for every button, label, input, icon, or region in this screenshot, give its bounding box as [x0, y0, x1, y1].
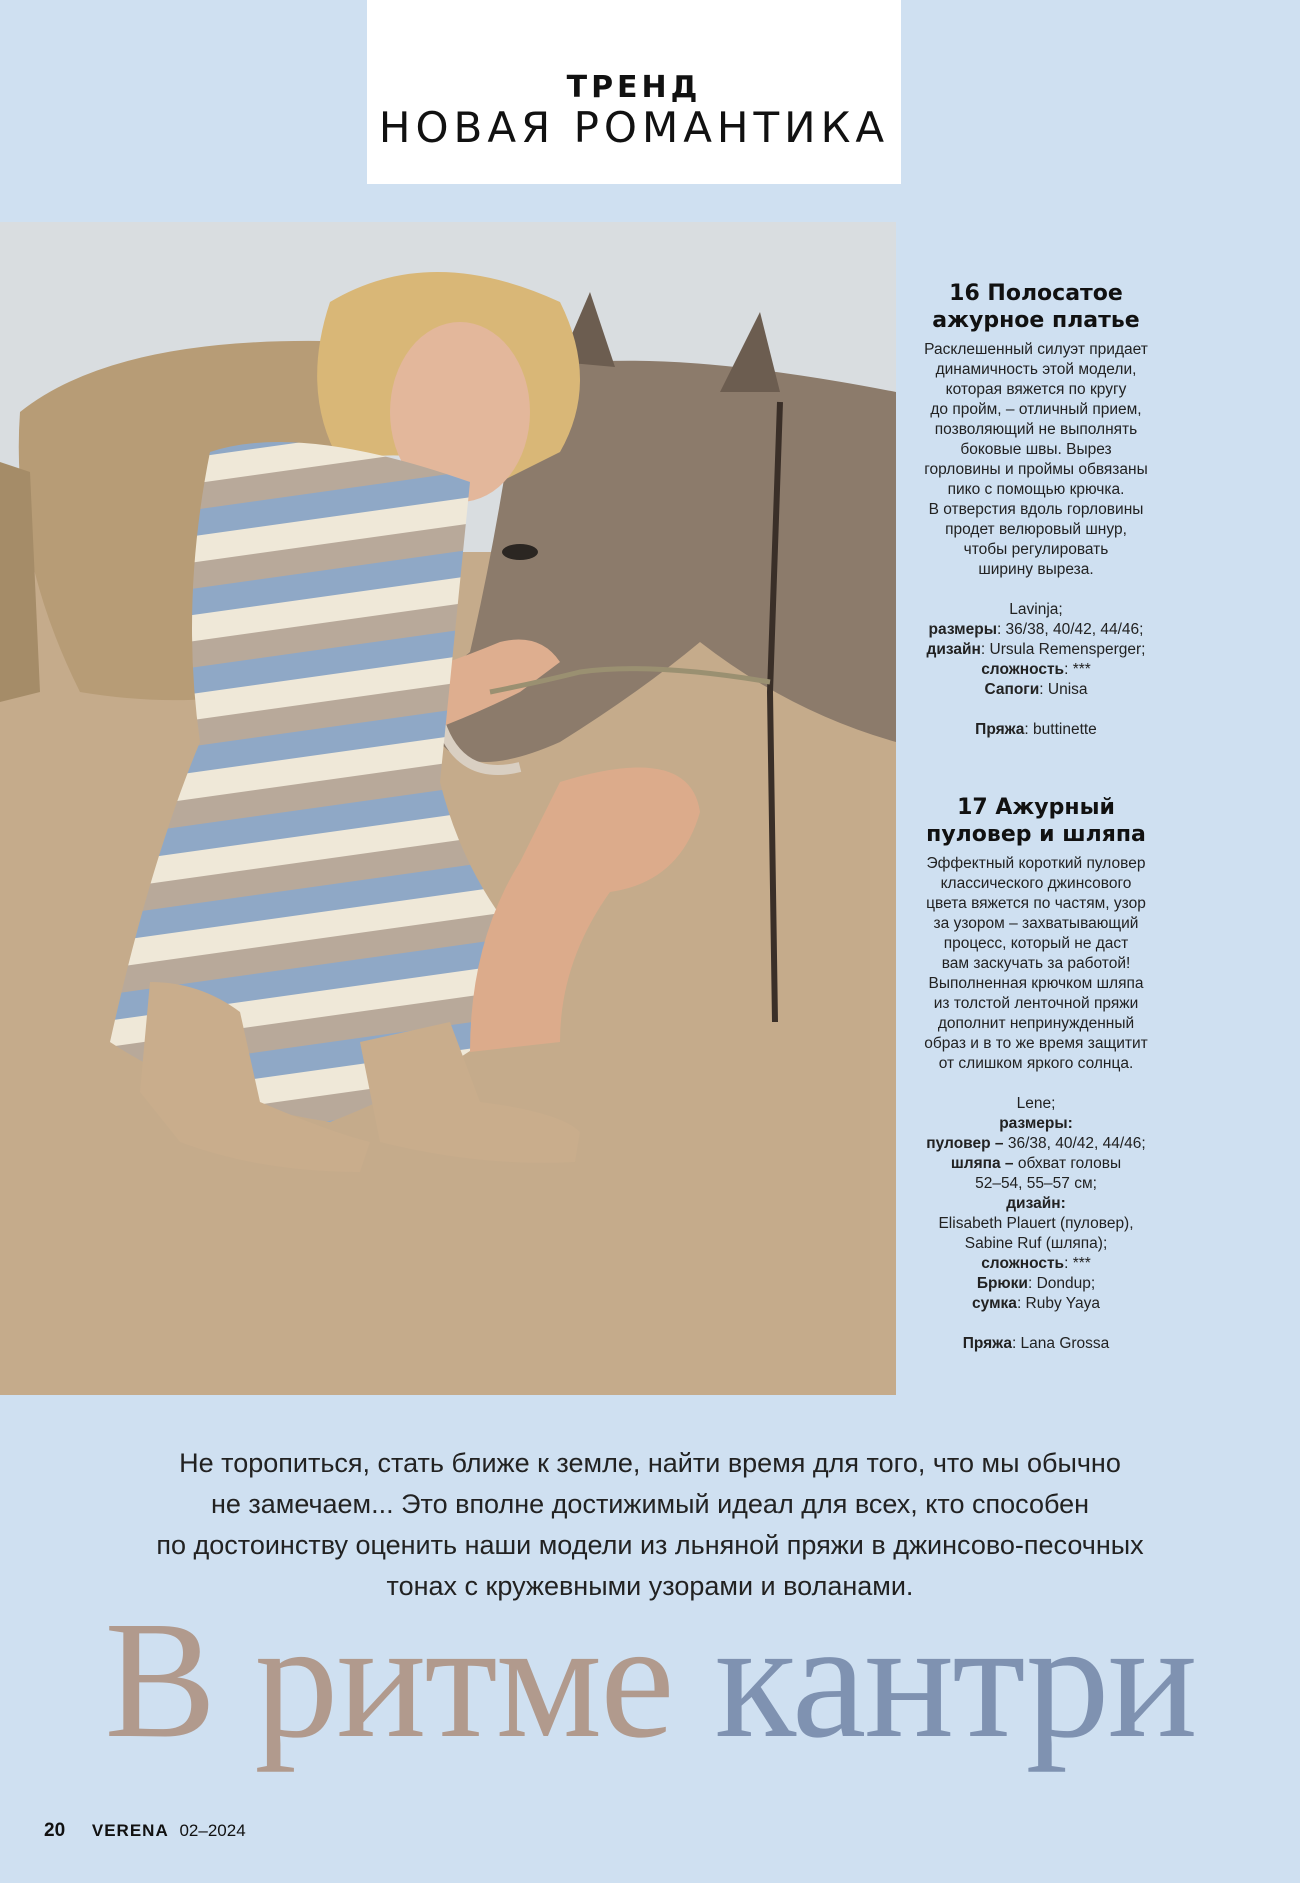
spec-label: Пряжа	[962, 1335, 1012, 1352]
desc-line: процесс, который не даст	[943, 935, 1129, 952]
spec-value: 36/38, 40/42, 44/46;	[1003, 1135, 1146, 1152]
model-17	[904, 794, 1168, 1354]
spec-label: размеры:	[999, 1115, 1073, 1132]
intro-line: тонах с кружевными узорами и воланами.	[386, 1571, 914, 1601]
photo	[0, 222, 896, 1395]
spec-label: дизайн:	[1006, 1195, 1066, 1212]
issue-number: 02–2024	[179, 1821, 246, 1840]
spec-value: обхват головы	[1013, 1155, 1122, 1172]
model-17-specs	[904, 1094, 1168, 1354]
spacer	[904, 1074, 1168, 1094]
desc-line: динамичность этой модели,	[935, 361, 1137, 378]
model-17-design-1: Elisabeth Plauert (пуловер),	[938, 1215, 1134, 1232]
desc-line: Эффектный короткий пуловер	[926, 855, 1146, 872]
desc-line: дополнит непринужденный	[937, 1015, 1135, 1032]
model-16-description	[904, 340, 1168, 580]
desc-line: из толстой ленточной пряжи	[933, 995, 1139, 1012]
desc-line: позволяющий не выполнять	[934, 421, 1138, 438]
footer	[44, 1820, 246, 1842]
spec-value: : ***	[1064, 661, 1091, 678]
desc-line: продет велюровый шнур,	[945, 521, 1127, 538]
spec-label: сложность	[981, 1255, 1065, 1272]
model-17-hat-sizes: 52–54, 55–57 см;	[975, 1175, 1097, 1192]
desc-line: Выполненная крючком шляпа	[928, 975, 1144, 992]
spec-value: : Lana Grossa	[1011, 1335, 1110, 1352]
model-17-hat	[904, 1154, 1168, 1174]
spacer	[904, 580, 1168, 600]
model-16-difficulty	[904, 660, 1168, 680]
model-17-design-2: Sabine Ruf (шляпа);	[964, 1235, 1108, 1252]
model-17-yarn	[904, 1334, 1168, 1354]
spec-value: : Ursula Remensperger;	[980, 641, 1146, 658]
model-17-difficulty	[904, 1254, 1168, 1274]
model-17-description	[904, 854, 1168, 1074]
spacer	[904, 700, 1168, 720]
spec-label: Брюки	[976, 1275, 1028, 1292]
spec-label: дизайн	[926, 641, 981, 658]
model-16-title-line2: ажурное платье	[932, 308, 1140, 333]
model-16-title-line1: 16 Полосатое	[949, 281, 1123, 306]
spec-value: : Unisa	[1039, 681, 1088, 698]
desc-line: пико с помощью крючка.	[947, 481, 1125, 498]
big-title-part1: В ритме	[104, 1587, 673, 1773]
model-17-pullover	[904, 1134, 1168, 1154]
model-16-name: Lavinja;	[1009, 601, 1063, 618]
spec-value: : Dondup;	[1027, 1275, 1096, 1292]
model-17-trousers	[904, 1274, 1168, 1294]
spacer	[904, 1314, 1168, 1334]
model-17-design	[904, 1194, 1168, 1214]
model-16-design	[904, 640, 1168, 660]
big-title	[60, 1587, 1240, 1773]
desc-line: за узором – захватывающий	[933, 915, 1139, 932]
desc-line: до пройм, – отличный прием,	[930, 401, 1142, 418]
page-number: 20	[44, 1820, 66, 1841]
model-16-specs	[904, 600, 1168, 740]
model-17-name: Lene;	[1016, 1095, 1056, 1112]
intro-line: Не торопиться, стать ближе к земле, найти время для того, что мы обычно	[179, 1448, 1121, 1478]
desc-line: классического джинсового	[940, 875, 1132, 892]
spec-label: Пряжа	[975, 721, 1025, 738]
desc-line: Расклешенный силуэт придает	[924, 341, 1148, 358]
model-16	[904, 280, 1168, 740]
model-17-title-line2: пуловер и шляпа	[926, 822, 1146, 847]
kicker: ТРЕНД	[566, 70, 702, 105]
desc-line: от слишком яркого солнца.	[938, 1055, 1134, 1072]
spec-label: сумка	[972, 1295, 1017, 1312]
desc-line: В отверстия вдоль горловины	[928, 501, 1144, 518]
model-16-sizes	[904, 620, 1168, 640]
spec-label: Сапоги	[984, 681, 1040, 698]
intro-line: по достоинству оценить наши модели из льняной пряжи в джинсово-песочных	[156, 1530, 1144, 1560]
desc-line: чтобы регулировать	[963, 541, 1109, 558]
desc-line: ширину выреза.	[978, 561, 1094, 578]
desc-line: которая вяжется по кругу	[945, 381, 1127, 398]
photo-illustration	[0, 222, 896, 1395]
desc-line: цвета вяжется по частям, узор	[926, 895, 1146, 912]
desc-line: горловины и проймы обвязаны	[924, 461, 1148, 478]
intro-text	[140, 1443, 1160, 1607]
spec-value: : ***	[1064, 1255, 1091, 1272]
magazine-brand: VERENA	[91, 1821, 169, 1840]
model-17-bag	[904, 1294, 1168, 1314]
headline: НОВАЯ РОМАНТИКА	[378, 103, 890, 152]
desc-line: вам заскучать за работой!	[941, 955, 1131, 972]
spec-value: : Ruby Yaya	[1016, 1295, 1100, 1312]
model-16-yarn	[904, 720, 1168, 740]
model-17-title-line1: 17 Ажурный	[957, 795, 1115, 820]
spec-value: : 36/38, 40/42, 44/46;	[996, 621, 1144, 638]
sidebar	[904, 280, 1168, 1354]
spec-label: сложность	[981, 661, 1065, 678]
spec-label: размеры	[928, 621, 997, 638]
header-box	[367, 0, 901, 184]
spec-label: шляпа –	[950, 1155, 1014, 1172]
desc-line: боковые швы. Вырез	[960, 441, 1112, 458]
model-16-title	[904, 280, 1168, 334]
model-17-title	[904, 794, 1168, 848]
big-title-part2: кантри	[714, 1587, 1196, 1773]
model-17-sizes	[904, 1114, 1168, 1134]
spec-label: пуловер –	[926, 1135, 1004, 1152]
intro-line: не замечаем... Это вполне достижимый идеал для всех, кто способен	[210, 1489, 1090, 1519]
model-16-boots	[904, 680, 1168, 700]
spec-value: : buttinette	[1024, 721, 1097, 738]
desc-line: образ и в то же время защитит	[924, 1035, 1148, 1052]
